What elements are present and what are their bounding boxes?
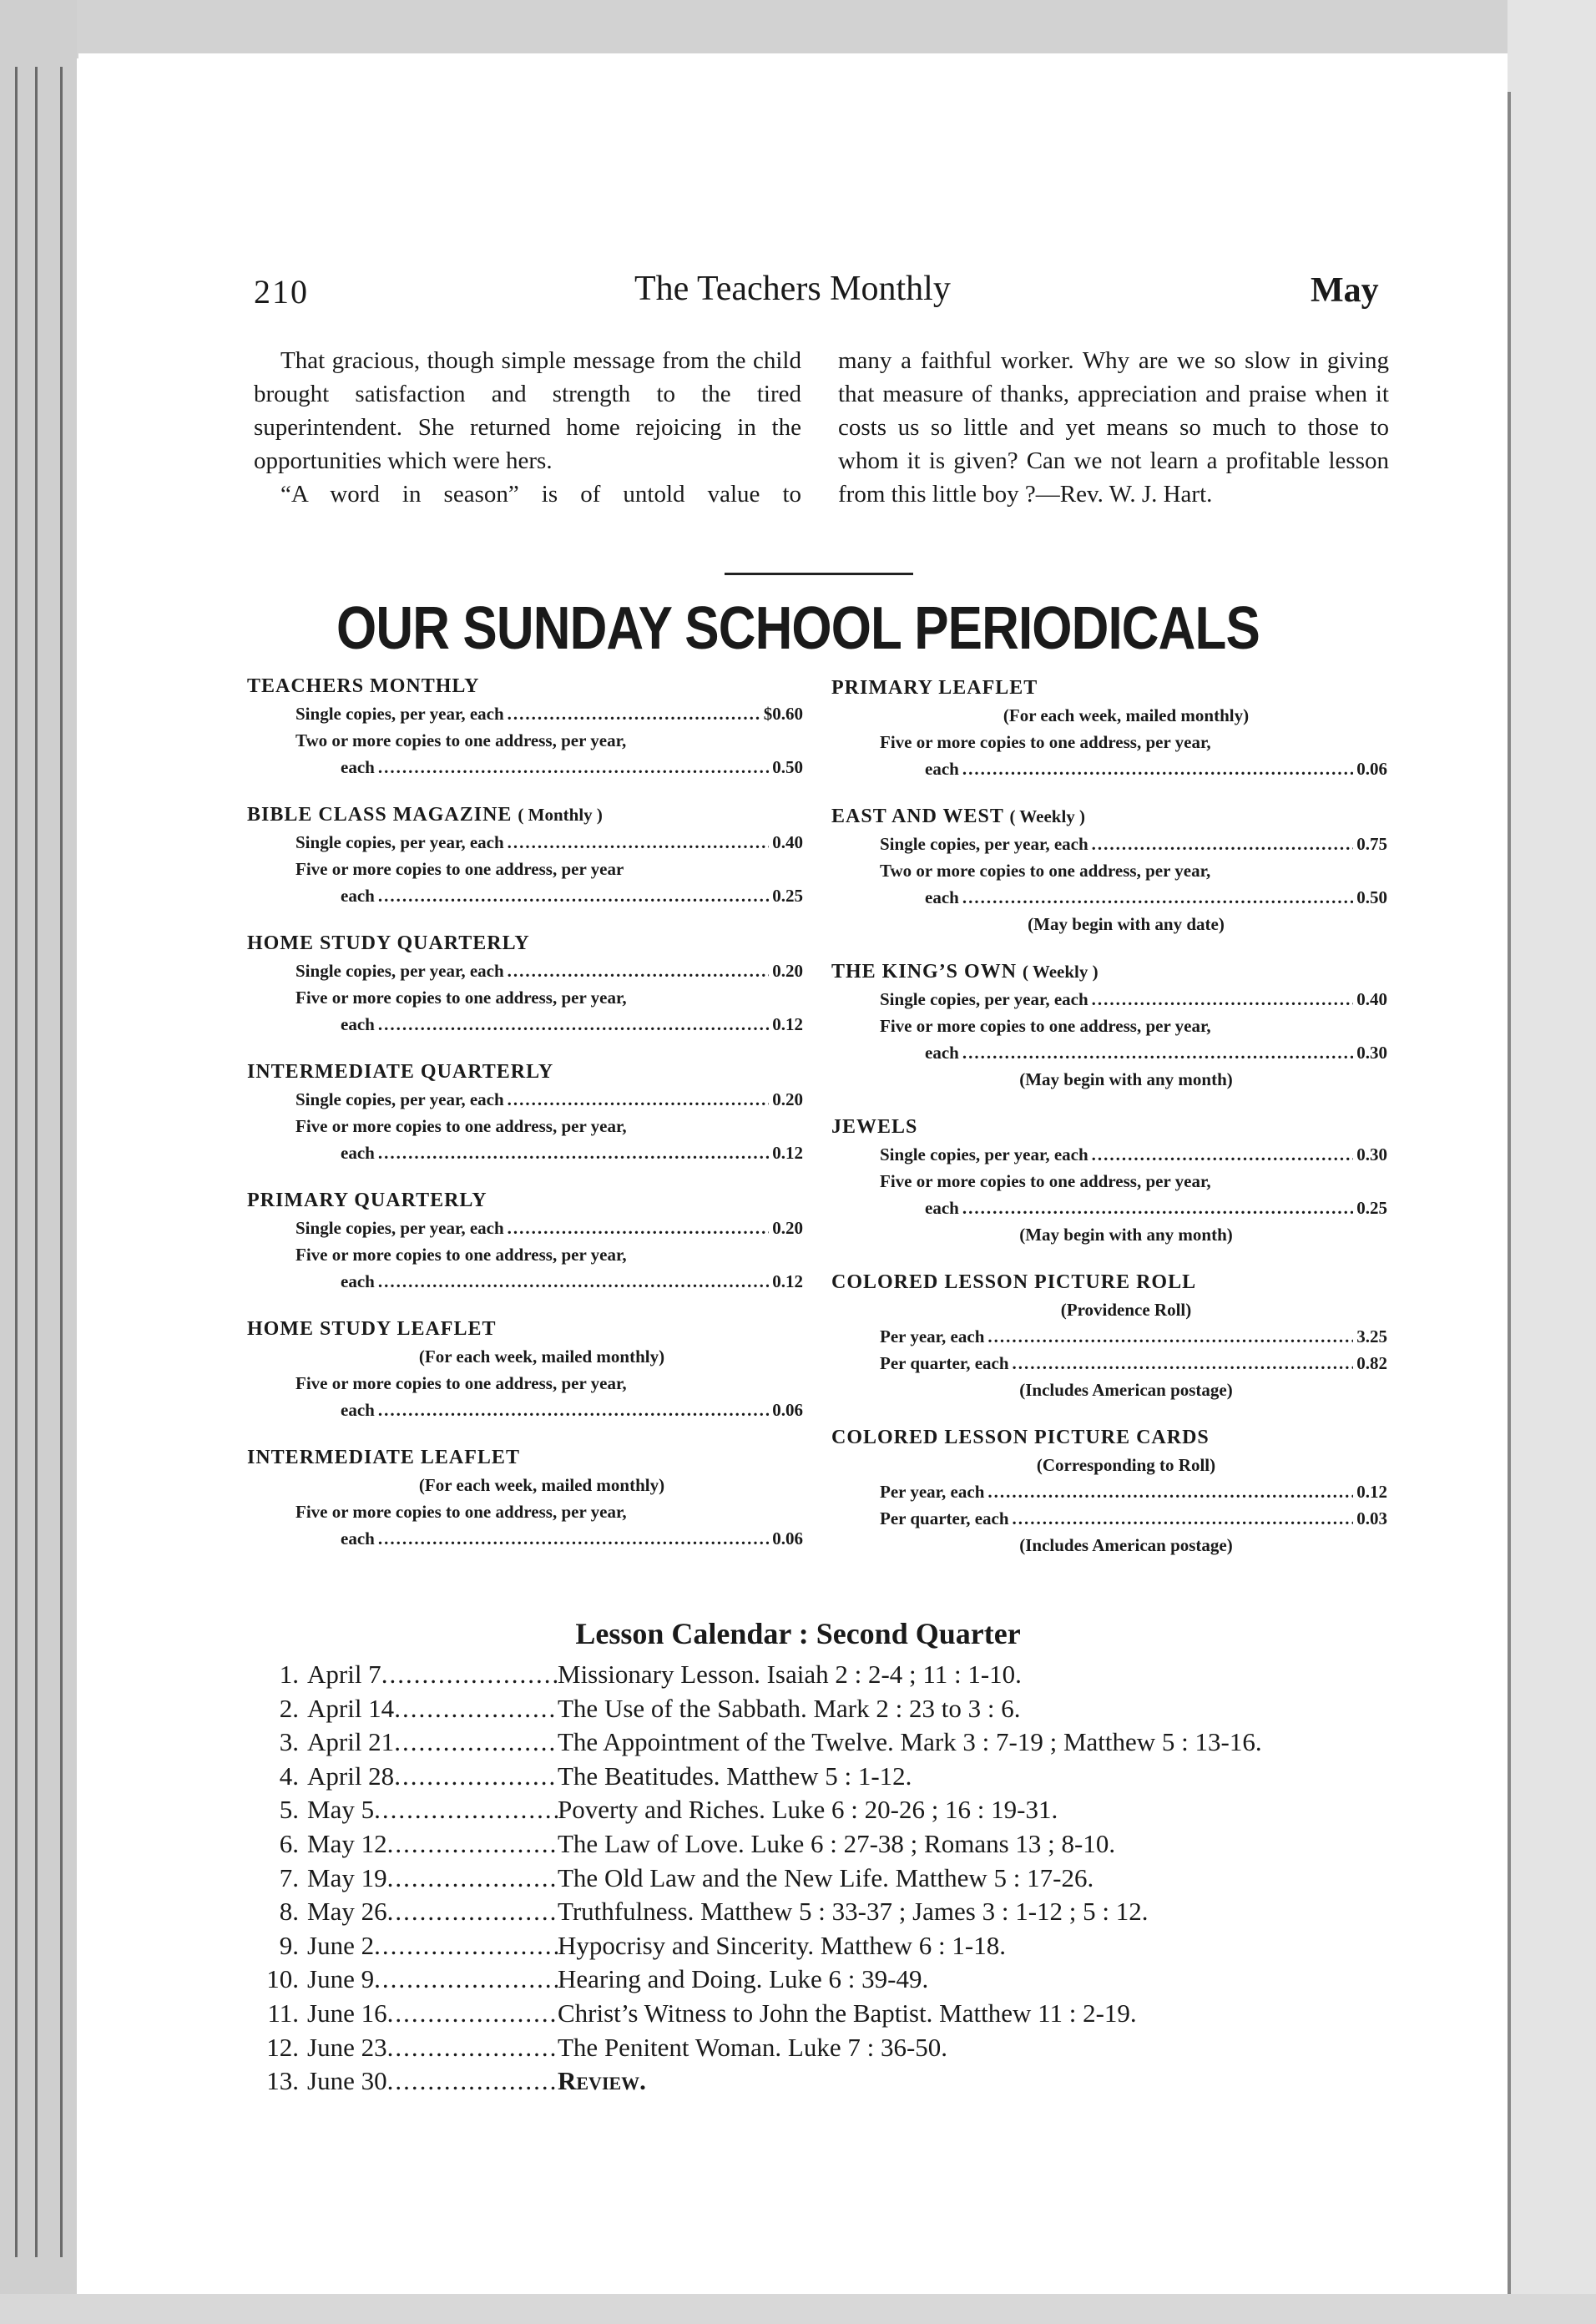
price: 0.75 <box>1356 834 1387 854</box>
lesson-date-cell <box>299 1727 558 1757</box>
lesson-date-cell <box>299 1660 558 1690</box>
periodical-note: (For each week, mailed monthly) <box>418 1475 665 1495</box>
running-month: May <box>1311 271 1379 310</box>
lesson-date: May 5 <box>307 1795 375 1825</box>
calendar-row <box>250 1931 1402 1965</box>
lesson-date-cell <box>299 1931 558 1961</box>
price: 0.25 <box>772 886 803 906</box>
lesson-date: June 9 <box>307 1964 375 1994</box>
periodical-title: COLORED LESSON PICTURE ROLL <box>831 1271 1197 1293</box>
price-line-label: Five or more copies to one address, per year, <box>880 1171 1211 1191</box>
periodical-note: (May begin with any month) <box>1019 1225 1233 1245</box>
calendar-row <box>250 1829 1402 1863</box>
price: 0.50 <box>772 757 803 777</box>
periodical-title: BIBLE CLASS MAGAZINE ( Monthly ) <box>247 804 603 826</box>
lesson-date: June 30 <box>307 2066 387 2096</box>
periodical-jewels <box>831 1114 1387 1248</box>
binding-edge-line <box>60 67 63 2257</box>
periodical-note: (For each week, mailed monthly) <box>1003 705 1250 725</box>
calendar-title: Lesson Calendar : Second Quarter <box>575 1617 1021 1650</box>
prose-paragraph: That gracious, though simple message from the child brought satisfaction and strength to the tired superintendent. She returned home rejoicing in the opportunities which were hers. <box>254 347 801 474</box>
price: 0.20 <box>772 1089 803 1109</box>
lesson-date: June 2 <box>307 1930 375 1960</box>
periodical-note: (Providence Roll) <box>1060 1300 1192 1320</box>
lesson-text: Hypocrisy and Sincerity. Matthew 6 : 1-18. <box>558 1930 1006 1960</box>
lesson-number: 12. <box>266 2032 299 2062</box>
periodical-title: EAST AND WEST ( Weekly ) <box>831 806 1086 827</box>
lesson-date-cell <box>299 1964 558 1994</box>
prose-right-column <box>838 344 1389 511</box>
price-line: Per quarter, each ..... 0.82 <box>831 1350 1387 1377</box>
price-line-label: Five or more copies to one address, per year, <box>295 1373 627 1393</box>
periodical-title: HOME STUDY QUARTERLY <box>247 932 530 954</box>
lesson-date-cell <box>299 1761 558 1791</box>
calendar-row <box>250 1761 1402 1796</box>
price-line: Per year, each ..... 3.25 <box>831 1323 1387 1350</box>
lesson-number: 6. <box>279 1828 299 1858</box>
calendar-row <box>250 1660 1402 1694</box>
lesson-number: 8. <box>279 1897 299 1927</box>
periodical-title: HOME STUDY LEAFLET <box>247 1318 497 1340</box>
periodical-kings-own <box>831 958 1387 1093</box>
periodical-home-study-quarterly <box>247 930 803 1038</box>
lesson-text: The Appointment of the Twelve. Mark 3 : 7-19 ; Matthew 5 : 13-16. <box>558 1727 1262 1757</box>
lesson-date: June 16 <box>307 1998 387 2028</box>
calendar-row <box>250 1727 1402 1761</box>
lesson-date-cell <box>299 1694 558 1724</box>
lesson-number: 3. <box>279 1727 299 1757</box>
price: 0.12 <box>772 1271 803 1291</box>
price-line-label: Five or more copies to one address, per year, <box>880 1016 1211 1036</box>
price-line: Single copies, per year, each ..... 0.20 <box>247 1086 803 1113</box>
periodical-title: COLORED LESSON PICTURE CARDS <box>831 1427 1210 1448</box>
lesson-text: Missionary Lesson. Isaiah 2 : 2-4 ; 11 : 1-10. <box>558 1660 1022 1689</box>
lesson-date-cell <box>299 2033 558 2063</box>
price: 0.30 <box>1356 1043 1387 1063</box>
price-line: Single copies, per year, each ..... 0.40 <box>831 986 1387 1013</box>
prose-paragraph: many a faithful worker. Why are we so slow in giving that measure of thanks, appreciation and praise when it costs us so little and yet means so much to those to whom it is given? Can we not learn a profitable lesson from this little boy ?—Rev. W. J. Hart. <box>838 347 1389 508</box>
price: 0.30 <box>1356 1144 1387 1165</box>
lesson-number: 10. <box>266 1964 299 1994</box>
price-line-label: Five or more copies to one address, per year, <box>880 732 1211 752</box>
price-line: each ..... 0.06 <box>247 1525 803 1552</box>
lesson-calendar <box>250 1660 1402 2100</box>
price-line: each ..... 0.50 <box>831 884 1387 911</box>
calendar-row <box>250 2066 1402 2100</box>
lesson-date: April 28 <box>307 1761 395 1791</box>
lesson-number: 11. <box>267 1998 299 2028</box>
lesson-number: 13. <box>266 2066 299 2096</box>
prose-left-column <box>254 344 801 511</box>
lesson-date-cell <box>299 1897 558 1927</box>
price-line: Single copies, per year, each ..... 0.75 <box>831 831 1387 857</box>
scan-border-right <box>1508 0 1596 2324</box>
page-number: 210 <box>254 273 309 311</box>
lesson-date: May 12 <box>307 1828 387 1858</box>
binding-edge-line <box>35 67 38 2257</box>
price-line: each ..... 0.12 <box>247 1011 803 1038</box>
price: 0.50 <box>1356 887 1387 907</box>
periodical-note: (May begin with any date) <box>1028 914 1225 934</box>
periodical-note: (Includes American postage) <box>1019 1535 1233 1555</box>
running-title: The Teachers Monthly <box>634 270 951 308</box>
price-line: Single copies, per year, each ..... 0.20 <box>247 957 803 984</box>
price-line-label: Two or more copies to one address, per year, <box>880 861 1211 881</box>
periodicals-banner: OUR SUNDAY SCHOOL PERIODICALS <box>336 595 1260 662</box>
price: 0.06 <box>772 1528 803 1548</box>
periodical-picture-roll <box>831 1269 1387 1403</box>
lesson-date: May 19 <box>307 1862 387 1892</box>
periodical-east-and-west <box>831 803 1387 937</box>
periodical-title: THE KING’S OWN ( Weekly ) <box>831 961 1099 983</box>
scan-border-top <box>0 0 1596 58</box>
periodical-note: (Includes American postage) <box>1019 1380 1233 1400</box>
price-line-label: Five or more copies to one address, per year, <box>295 1245 627 1265</box>
lesson-number: 1. <box>279 1660 299 1689</box>
periodical-title: INTERMEDIATE QUARTERLY <box>247 1061 554 1083</box>
lesson-text: Review. <box>558 2066 646 2096</box>
price: 3.25 <box>1356 1326 1387 1346</box>
periodical-intermediate-leaflet <box>247 1444 803 1552</box>
price-line: Single copies, per year, each ..... 0.40 <box>247 829 803 856</box>
price-line: each ..... 0.25 <box>831 1195 1387 1221</box>
scan-border-bottom <box>0 2294 1596 2324</box>
scan-border-left <box>0 0 77 2324</box>
periodical-bible-class-magazine <box>247 801 803 909</box>
periodical-home-study-leaflet <box>247 1316 803 1423</box>
price-line: each ..... 0.30 <box>831 1039 1387 1066</box>
prose-paragraph: “A word in season” is of untold value to <box>280 481 801 508</box>
price-line: Single copies, per year, each ..... $0.60 <box>247 700 803 727</box>
price-line: Single copies, per year, each ..... 0.30 <box>831 1141 1387 1168</box>
periodical-title: PRIMARY LEAFLET <box>831 677 1038 699</box>
calendar-row <box>250 2033 1402 2067</box>
lesson-number: 9. <box>279 1930 299 1960</box>
periodical-title: JEWELS <box>831 1116 918 1138</box>
price: 0.12 <box>1356 1482 1387 1502</box>
lesson-number: 2. <box>279 1693 299 1723</box>
price-line-label: Five or more copies to one address, per year, <box>295 988 627 1008</box>
lesson-number: 7. <box>279 1862 299 1892</box>
price: 0.06 <box>1356 759 1387 779</box>
lesson-text: The Use of the Sabbath. Mark 2 : 23 to 3 : 6. <box>558 1693 1021 1723</box>
periodical-picture-cards <box>831 1424 1387 1559</box>
calendar-row <box>250 1795 1402 1829</box>
lesson-text: Christ’s Witness to John the Baptist. Matthew 11 : 2-19. <box>558 1998 1137 2028</box>
price-line: Single copies, per year, each ..... 0.20 <box>247 1215 803 1241</box>
price-line: Per year, each ..... 0.12 <box>831 1478 1387 1505</box>
price-line: each ..... 0.50 <box>247 754 803 781</box>
periodical-note: (For each week, mailed monthly) <box>418 1346 665 1367</box>
periodical-title: TEACHERS MONTHLY <box>247 675 480 697</box>
lesson-date: April 7 <box>307 1660 381 1689</box>
binding-edge-line <box>15 67 18 2257</box>
price-line: each ..... 0.12 <box>247 1268 803 1295</box>
price-line: each ..... 0.06 <box>831 755 1387 782</box>
lesson-text: The Old Law and the New Life. Matthew 5 : 17-26. <box>558 1862 1094 1892</box>
lesson-date: April 14 <box>307 1693 395 1723</box>
price-line-label: Two or more copies to one address, per year, <box>295 730 627 750</box>
price: 0.40 <box>1356 989 1387 1009</box>
periodical-intermediate-quarterly <box>247 1058 803 1166</box>
price-line-label: Five or more copies to one address, per year <box>295 859 624 879</box>
calendar-row <box>250 1964 1402 1998</box>
price-line: each ..... 0.06 <box>247 1397 803 1423</box>
lesson-number: 5. <box>279 1795 299 1825</box>
price: 0.20 <box>772 1218 803 1238</box>
price-line: each ..... 0.12 <box>247 1139 803 1166</box>
lesson-date-cell <box>299 1829 558 1859</box>
periodical-teachers-monthly <box>247 673 803 781</box>
price: 0.25 <box>1356 1198 1387 1218</box>
price: $0.60 <box>763 704 803 724</box>
price: 0.06 <box>772 1400 803 1420</box>
lesson-text: Hearing and Doing. Luke 6 : 39-49. <box>558 1964 929 1994</box>
lesson-date-cell <box>299 1998 558 2028</box>
price: 0.12 <box>772 1143 803 1163</box>
price-line: Per quarter, each ..... 0.03 <box>831 1505 1387 1532</box>
lesson-date-cell <box>299 1863 558 1893</box>
price: 0.20 <box>772 961 803 981</box>
lesson-date: June 23 <box>307 2032 387 2062</box>
lesson-text: The Law of Love. Luke 6 : 27-38 ; Romans 13 ; 8-10. <box>558 1828 1116 1858</box>
price-line: each ..... 0.25 <box>247 882 803 909</box>
page-edge-line <box>1508 92 1511 2324</box>
price-line-label: Five or more copies to one address, per year, <box>295 1116 627 1136</box>
periodical-title: INTERMEDIATE LEAFLET <box>247 1447 520 1468</box>
lesson-text: Truthfulness. Matthew 5 : 33-37 ; James 3 : 1-12 ; 5 : 12. <box>558 1897 1149 1927</box>
periodical-title: PRIMARY QUARTERLY <box>247 1190 487 1211</box>
section-divider <box>725 573 913 575</box>
calendar-row <box>250 1998 1402 2033</box>
periodical-note: (May begin with any month) <box>1019 1069 1233 1089</box>
lesson-text: Poverty and Riches. Luke 6 : 20-26 ; 16 : 19-31. <box>558 1795 1058 1825</box>
periodicals-right-column <box>831 674 1387 1579</box>
lesson-text: The Beatitudes. Matthew 5 : 1-12. <box>558 1761 912 1791</box>
calendar-row <box>250 1897 1402 1931</box>
calendar-row <box>250 1863 1402 1897</box>
periodical-note: (Corresponding to Roll) <box>1036 1455 1216 1475</box>
lesson-date: May 26 <box>307 1897 387 1927</box>
price: 0.03 <box>1356 1508 1387 1528</box>
lesson-text: The Penitent Woman. Luke 7 : 36-50. <box>558 2032 948 2062</box>
periodical-primary-quarterly <box>247 1187 803 1295</box>
periodicals-left-column <box>247 673 803 1573</box>
price-line-label: Five or more copies to one address, per year, <box>295 1502 627 1522</box>
lesson-date: April 21 <box>307 1727 395 1757</box>
lesson-date-cell <box>299 1795 558 1825</box>
price: 0.12 <box>772 1014 803 1034</box>
price: 0.40 <box>772 832 803 852</box>
calendar-row <box>250 1694 1402 1728</box>
lesson-number: 4. <box>279 1761 299 1791</box>
lesson-date-cell <box>299 2066 558 2096</box>
price: 0.82 <box>1356 1353 1387 1373</box>
periodical-primary-leaflet <box>831 674 1387 782</box>
